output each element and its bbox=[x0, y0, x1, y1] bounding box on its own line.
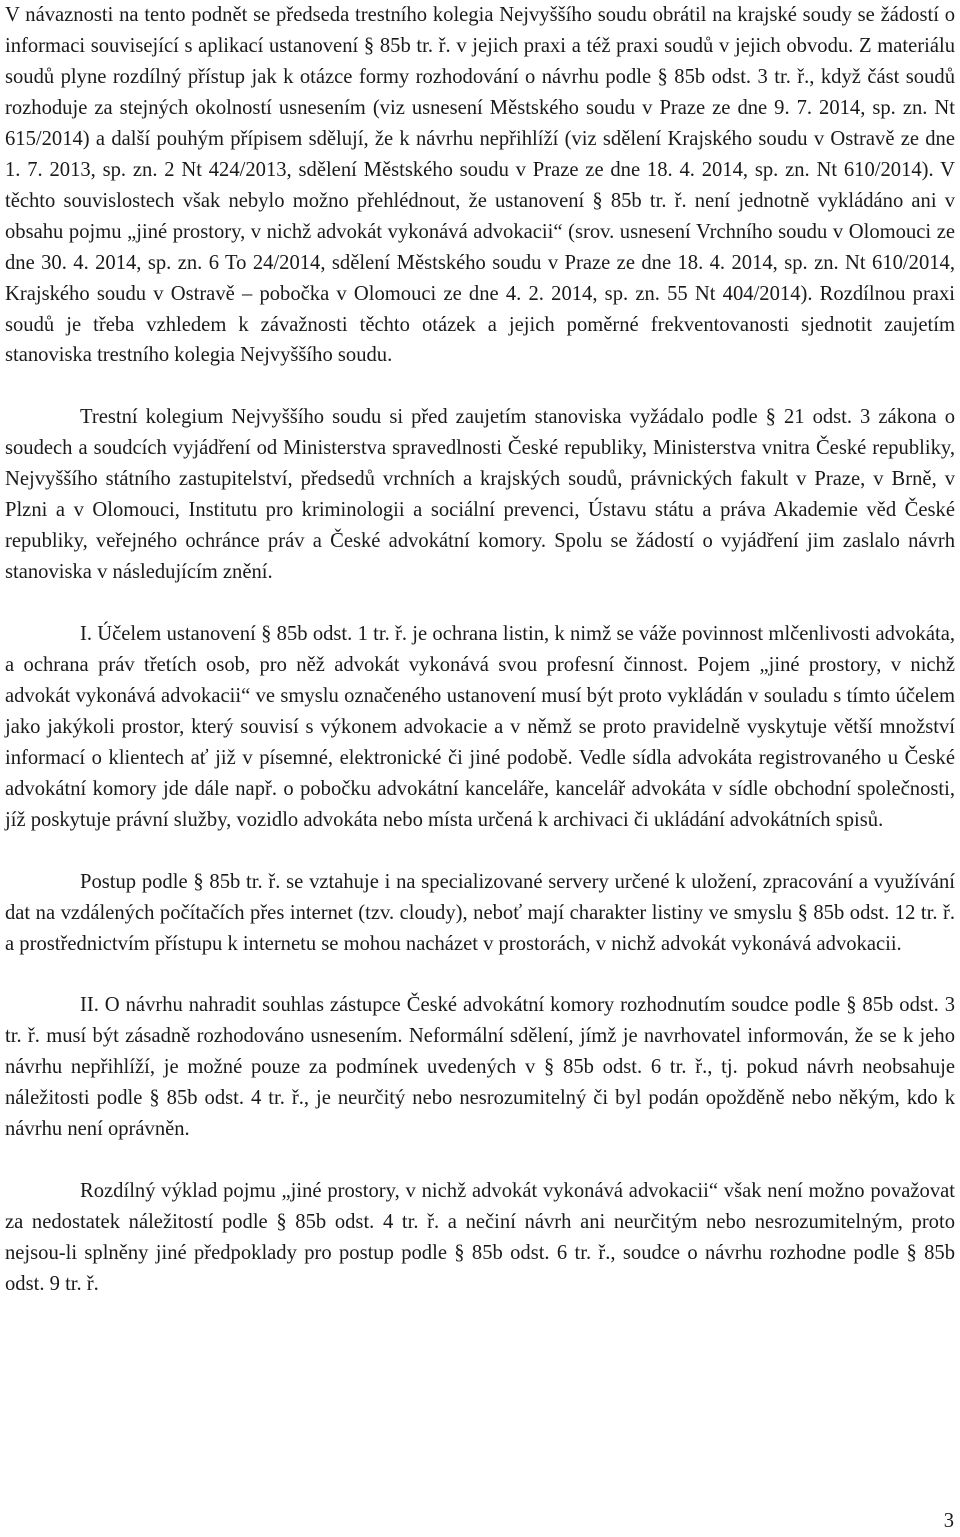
paragraph-opinions-requested: Trestní kolegium Nejvyššího soudu si před zaujetím stanoviska vyžádalo podle § 21 odst. 3 zákona o soudech a soudcích vyjádření od Ministerstva spravedlnosti České republiky, Ministerstva vnitra České republiky, Nejvyššího státního zastupitelství, předsedů vrchních a krajských soudů, právnických fakult v Praze, v Brně, v Plzni a v Olomouci, Institutu pro kriminologii a sociální prevenci, Ústavu státu a práva Akademie věd České republiky, veřejného ochránce práv a České advokátní komory. Spolu se žádostí o vyjádření jim zaslalo návrh stanoviska v následujícím znění. bbox=[5, 406, 955, 584]
page-number: 3 bbox=[943, 1510, 954, 1532]
paragraph-differing-interpretation: Rozdílný výklad pojmu „jiné prostory, v nichž advokát vykonává advokacii“ však není možno považovat za nedostatek náležitostí podle § 85b odst. 4 tr. ř. a nečiní návrh ani neurčitým nebo nesrozumitelným, proto nejsou-li splněny jiné předpoklady pro postup podle § 85b odst. 6 tr. ř., soudce o návrhu rozhodne podle § 85b odst. 9 tr. ř. bbox=[5, 1180, 955, 1295]
paragraph-court-practice: V návaznosti na tento podnět se předseda trestního kolegia Nejvyššího soudu obrátil na krajské soudy se žádostí o informaci související s aplikací ustanovení § 85b tr. ř. v jejich praxi a též praxi soudů v jejich obvodu. Z materiálu soudů plyne rozdílný přístup jak k otázce formy rozhodování o návrhu podle § 85b odst. 3 tr. ř., když část soudů rozhoduje za stejných okolností usnesením (viz usnesení Městského soudu v Praze ze dne 9. 7. 2014, sp. zn. Nt 615/2014) a další pouhým přípisem sdělují, že k návrhu nepřihlíží (viz sdělení Krajského soudu v Ostravě ze dne 1. 7. 2013, sp. zn. 2 Nt 424/2013, sdělení Městského soudu v Praze ze dne 18. 4. 2014, sp. zn. Nt 610/2014). V těchto souvislostech však nebylo možno přehlédnout, že ustanovení § 85b tr. ř. není jednotně vykládáno ani v obsahu pojmu „jiné prostory, v nichž advokát vykonává advokacii“ (srov. usnesení Vrchního soudu v Olomouci ze dne 30. 4. 2014, sp. zn. 6 To 24/2014, sdělení Městského soudu v Praze ze dne 18. 4. 2014, sp. zn. Nt 610/2014, Krajského soudu v Ostravě – pobočka v Olomouci ze dne 4. 2. 2014, sp. zn. 55 Nt 404/2014). Rozdílnou praxi soudů je třeba vzhledem k závažnosti těchto otázek a jejich poměrné frekventovanosti sjednotit zaujetím stanoviska trestního kolegia Nejvyššího soudu. bbox=[5, 4, 955, 367]
paragraph-cloud-servers: Postup podle § 85b tr. ř. se vztahuje i na specializované servery určené k uložení, zpracování a využívání dat na vzdálených počítačích přes internet (tzv. cloudy), neboť mají charakter listiny ve smyslu § 85b odst. 12 tr. ř. a prostřednictvím přístupu k internetu se mohou nacházet v prostorách, v nichž advokát vykonává advokacii. bbox=[5, 870, 955, 955]
paragraph-section-two: II. O návrhu nahradit souhlas zástupce České advokátní komory rozhodnutím soudce podle § 85b odst. 3 tr. ř. musí být zásadně rozhodováno usnesením. Neformální sdělení, jímž je navrhovatel informován, že se k jeho návrhu nepřihlíží, je možné pouze za podmínek uvedených v § 85b odst. 6 tr. ř., tj. pokud návrh neobsahuje náležitosti podle § 85b odst. 4 tr. ř., je neurčitý nebo nesrozumitelný či byl podán opožděně nebo někým, kdo k návrhu není oprávněn. bbox=[5, 994, 955, 1141]
paragraph-section-one: I. Účelem ustanovení § 85b odst. 1 tr. ř. je ochrana listin, k nimž se váže povinnost mlčenlivosti advokáta, a ochrana práv třetích osob, pro něž advokát vykonává svou profesní činnost. Pojem „jiné prostory, v nichž advokát vykonává advokacii“ ve smyslu označeného ustanovení musí být proto vykládán v souladu s tímto účelem jako jakýkoli prostor, který souvisí s výkonem advokacie a v němž se proto pravidelně vyskytuje větší množství informací o klientech ať již v písemné, elektronické či jiné podobě. Vedle sídla advokáta registrovaného u České advokátní komory jde dále např. o pobočku advokátní kanceláře, kancelář advokáta v sídle obchodní společnosti, jíž poskytuje právní služby, vozidlo advokáta nebo místa určená k archivaci či ukládání advokátních spisů. bbox=[5, 623, 955, 831]
document-page bbox=[5, 0, 955, 1300]
